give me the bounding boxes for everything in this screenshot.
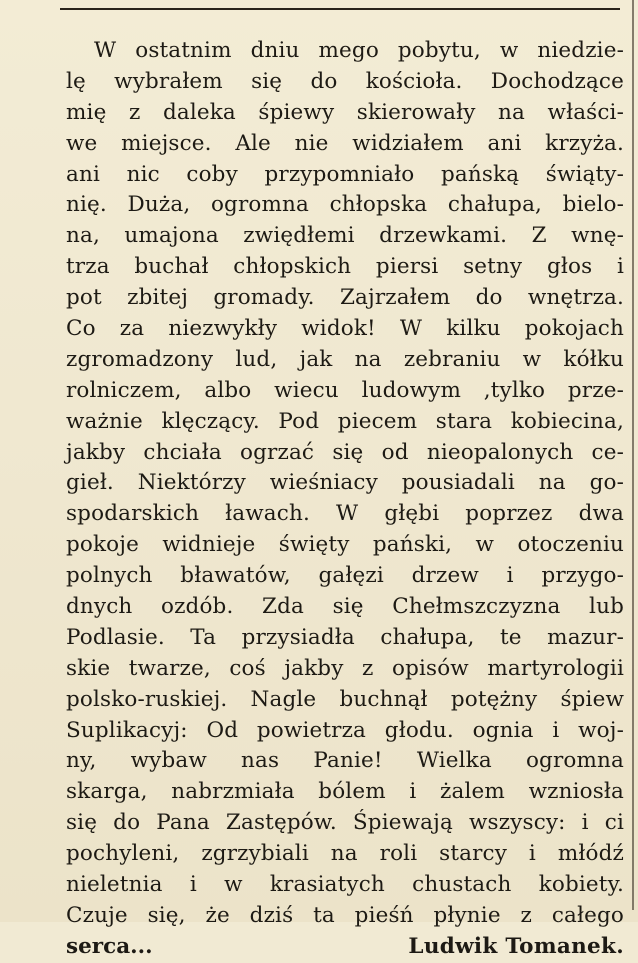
article-line: się do Pana Zastępów. Śpiewają wszyscy: i ci bbox=[66, 810, 624, 836]
article-line: Czuje się, że dziś ta pieśń płynie z całego bbox=[66, 902, 624, 928]
article-line: skie twarze, coś jakby z opisów martyrologii bbox=[66, 655, 624, 681]
article-line: ważnie klęczący. Pod piecem stara kobiecina, bbox=[66, 408, 624, 434]
article-line: polsko-ruskiej. Nagle buchnął potężny śpiew bbox=[66, 686, 624, 712]
article-line: W ostatnim dniu mego pobytu, w niedzie- bbox=[94, 38, 624, 63]
article-line: na, umajona zwiędłemi drzewkami. Z wnę- bbox=[66, 223, 624, 249]
article-line: we miejsce. Ale nie widziałem ani krzyża. bbox=[66, 130, 624, 156]
article-line: skarga, nabrzmiała bólem i żalem wzniosła bbox=[66, 779, 624, 805]
article-line: ny, wybaw nas Panie! Wielka ogromna bbox=[66, 748, 624, 774]
article-line: spodarskich ławach. W głębi poprzez dwa bbox=[66, 501, 624, 527]
article-line: pot zbitej gromady. Zajrzałem do wnętrza. bbox=[66, 285, 624, 311]
article-line: jakby chciała ogrzać się od nieopalonych ce- bbox=[66, 439, 624, 465]
article-line: rolniczem, albo wiecu ludowym ,tylko prze- bbox=[66, 377, 624, 403]
author-signature: Ludwik Tomanek. bbox=[408, 933, 624, 959]
article-line: Co za niezwykły widok! W kilku pokojach bbox=[66, 316, 624, 342]
article-line: pochyleni, zgrzybiali na roli starcy i młódź bbox=[66, 841, 624, 867]
article-closing-line bbox=[66, 932, 624, 963]
article-line: dnych ozdób. Zda się Chełmszczyzna lub bbox=[66, 594, 624, 620]
article-line: pokoje widnieje święty pański, w otoczeniu bbox=[66, 532, 624, 558]
article-line: Suplikacyj: Od powietrza głodu. ognia i woj- bbox=[66, 717, 624, 743]
article-line: zgromadzony lud, jak na zebraniu w kółku bbox=[66, 346, 624, 372]
article-line: nieletnia i w krasiatych chustach kobiety. bbox=[66, 872, 624, 898]
article-line: ani nic coby przypomniało pańską świąty- bbox=[66, 161, 624, 187]
article-line: mię z daleka śpiewy skierowały na właści- bbox=[66, 99, 624, 125]
top-rule bbox=[60, 0, 620, 10]
article-column bbox=[66, 36, 624, 963]
column-right-rule bbox=[632, 0, 634, 910]
article-line: Podlasie. Ta przysiadła chałupa, te mazur- bbox=[66, 624, 624, 650]
article-line: gieł. Niektórzy wieśniacy pousiadali na go- bbox=[66, 470, 624, 496]
article-line: trza buchał chłopskich piersi setny głos i bbox=[66, 254, 624, 280]
article-line: lę wybrałem się do kościoła. Dochodzące bbox=[66, 68, 624, 94]
article-line: nię. Duża, ogromna chłopska chałupa, bielo- bbox=[66, 192, 624, 218]
article-last-words: serca... bbox=[66, 933, 153, 959]
article-line: polnych bławatów, gałęzi drzew i przygo- bbox=[66, 563, 624, 589]
